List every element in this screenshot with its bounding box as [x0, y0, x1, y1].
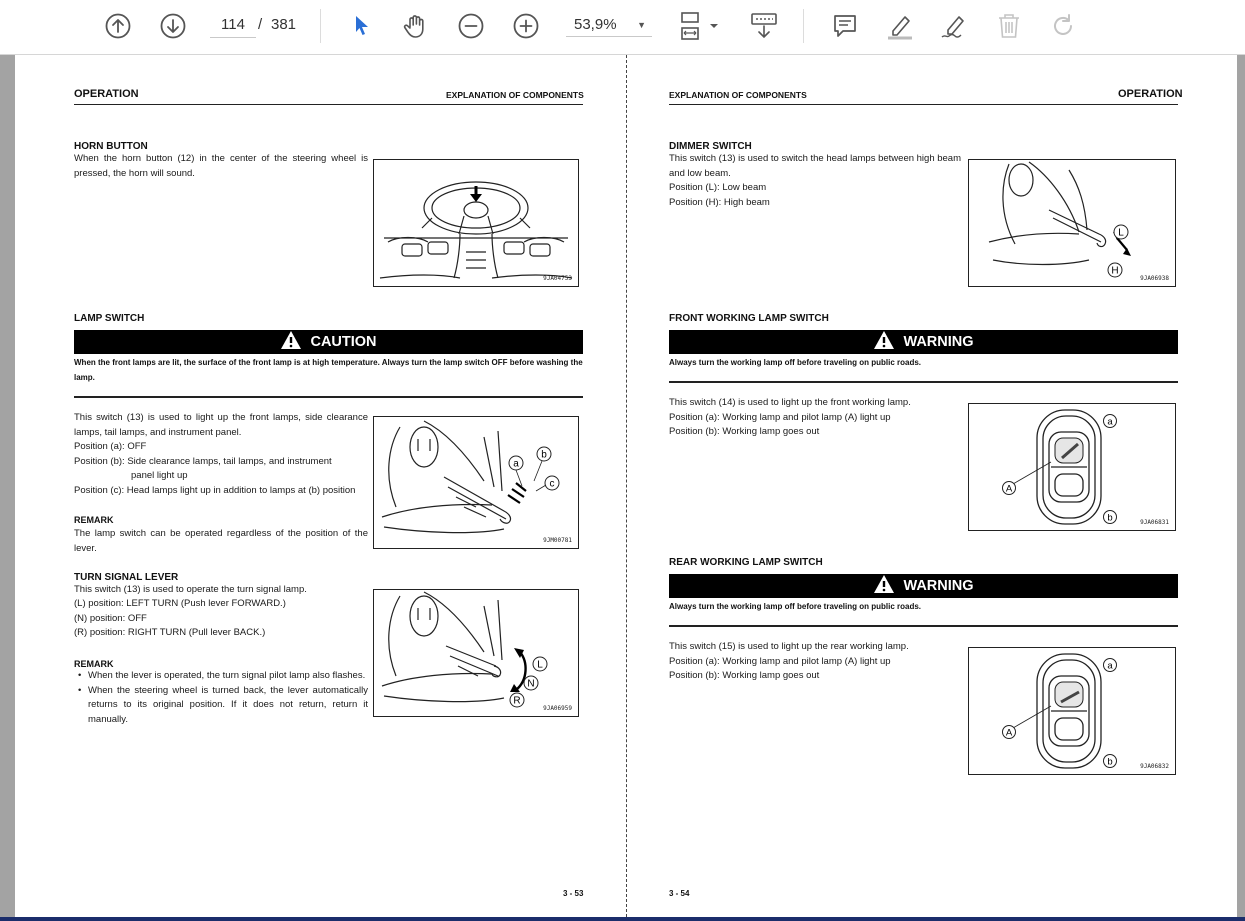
- turn-remark-list: [74, 669, 368, 727]
- right-page-number: 3 - 54: [669, 889, 690, 898]
- arrow-up-circle-icon: [105, 13, 131, 39]
- toolbar: [0, 0, 1245, 55]
- turn-signal-text: This switch (13) is used to operate the turn signal lamp.: [74, 584, 307, 595]
- lamp-remark-text: The lamp switch can be operated regardless of the position of the lever.: [74, 528, 368, 554]
- rear-lamp-text: This switch (15) is used to light up the rear working lamp.: [669, 641, 909, 652]
- rear-lamp-figure: [968, 647, 1176, 775]
- front-position-b: Position (b): Working lamp goes out: [669, 426, 820, 437]
- turn-signal-figure: [373, 589, 579, 717]
- horn-figure-code: 9JA04753: [543, 275, 572, 282]
- dimmer-figure-code: 9JA06938: [1140, 275, 1169, 282]
- pen-signature-icon: [939, 11, 969, 41]
- rear-position-a: Position (a): Working lamp and pilot lamp (A) light up: [669, 656, 891, 667]
- left-header-chapter: EXPLANATION OF COMPONENTS: [446, 90, 584, 100]
- rear-figure-code: 9JA06832: [1140, 763, 1169, 770]
- zoom-in-button[interactable]: [512, 9, 540, 43]
- rear-warning-label: WARNING: [903, 578, 974, 594]
- front-lamp-text: This switch (14) is used to light up the front working lamp.: [669, 397, 911, 408]
- rear-position-b: Position (b): Working lamp goes out: [669, 670, 820, 681]
- front-label-a: a: [1107, 416, 1113, 428]
- redo-icon: [1050, 12, 1078, 40]
- left-header-section: OPERATION: [74, 88, 139, 100]
- page-separator: /: [258, 16, 263, 33]
- turn-label-r: R: [513, 695, 521, 707]
- front-warning-banner: [669, 330, 1178, 354]
- rear-label-b: b: [1107, 756, 1113, 768]
- page-fold-line: [626, 55, 627, 917]
- turn-position-r: (R) position: RIGHT TURN (Pull lever BACK.): [74, 627, 266, 638]
- dimmer-figure: [968, 159, 1176, 287]
- dimmer-switch-heading: DIMMER SWITCH: [669, 141, 752, 152]
- zoom-out-button[interactable]: [457, 9, 485, 43]
- warning-rule: [669, 381, 1178, 383]
- rear-warning-text: Always turn the working lamp off before traveling on public roads.: [669, 602, 922, 611]
- front-lamp-figure: [968, 403, 1176, 531]
- turn-remark-item: • When the steering wheel is turned back, the lever automatically returns to its original position. If it does not return, return it manually.: [74, 684, 368, 728]
- horn-button-text: When the horn button (12) in the center of the steering wheel is pressed, the horn will sound.: [74, 153, 368, 179]
- rear-label-a: a: [1107, 660, 1113, 672]
- comment-button[interactable]: [830, 9, 860, 43]
- horn-button-heading: HORN BUTTON: [74, 141, 148, 152]
- caution-rule: [74, 396, 583, 398]
- rear-warning-banner: [669, 574, 1178, 598]
- rocker-switch-illustration: [969, 648, 1175, 774]
- right-header-section: OPERATION: [1118, 88, 1183, 100]
- lamp-switch-figure: [373, 416, 579, 549]
- turn-label-l: L: [537, 659, 543, 671]
- front-lamp-heading: FRONT WORKING LAMP SWITCH: [669, 313, 829, 324]
- lamp-switch-heading: LAMP SWITCH: [74, 313, 145, 324]
- delete-button[interactable]: [994, 9, 1024, 43]
- front-warning-text: Always turn the working lamp off before traveling on public roads.: [669, 358, 922, 367]
- zoom-level-value: 53,9%: [574, 16, 617, 33]
- lamp-position-a: Position (a): OFF: [74, 441, 147, 452]
- chevron-down-icon: ▼: [637, 20, 646, 30]
- dimmer-label-h: H: [1111, 265, 1119, 277]
- trash-icon: [996, 12, 1022, 40]
- rocker-switch-illustration: [969, 404, 1175, 530]
- arrow-down-circle-icon: [160, 13, 186, 39]
- header-rule: [669, 104, 1178, 105]
- dimmer-label-l: L: [1118, 227, 1124, 239]
- rear-lamp-heading: REAR WORKING LAMP SWITCH: [669, 557, 823, 568]
- highlight-button[interactable]: [884, 9, 916, 43]
- lamp-position-b-cont: panel light up: [131, 470, 188, 481]
- fit-page-icon: [679, 11, 721, 41]
- turn-remark-item: • When the lever is operated, the turn signal pilot lamp also flashes.: [74, 669, 368, 684]
- caution-label: CAUTION: [310, 334, 377, 350]
- turn-figure-code: 9JA06959: [543, 705, 572, 712]
- redo-button[interactable]: [1049, 9, 1079, 43]
- scroll-mode-button[interactable]: [748, 9, 780, 43]
- dimmer-position-l: Position (L): Low beam: [669, 182, 767, 193]
- dimmer-lever-illustration: [969, 160, 1175, 286]
- lamp-figure-code: 9JM00781: [543, 537, 572, 544]
- sign-button[interactable]: [938, 9, 970, 43]
- front-label-b: b: [1107, 512, 1113, 524]
- horn-figure: [373, 159, 579, 287]
- warning-rule: [669, 625, 1178, 627]
- warning-triangle-icon: [873, 330, 895, 354]
- turn-position-l: (L) position: LEFT TURN (Push lever FORWARD.): [74, 598, 286, 609]
- hand-icon: [401, 12, 429, 40]
- steering-wheel-illustration: [374, 160, 578, 286]
- toolbar-divider: [803, 9, 804, 43]
- turn-lever-illustration: [374, 590, 578, 716]
- caution-text: When the front lamps are lit, the surface of the front lamp is at high temperature. Always turn the lamp switch OFF before washing the lamp.: [74, 358, 583, 382]
- warning-triangle-icon: [873, 574, 895, 598]
- lamp-position-c: Position (c): Head lamps light up in addition to lamps at (b) position: [74, 485, 356, 496]
- lamp-label-b: b: [541, 449, 547, 461]
- lamp-remark-heading: REMARK: [74, 515, 114, 525]
- lamp-lever-illustration: [374, 417, 578, 548]
- comment-icon: [831, 12, 859, 40]
- hand-tool-button[interactable]: [400, 9, 430, 43]
- dimmer-switch-text: This switch (13) is used to switch the head lamps between high beam and low beam.: [669, 153, 962, 179]
- dimmer-position-h: Position (H): High beam: [669, 197, 770, 208]
- total-pages: 381: [271, 16, 297, 33]
- next-page-button[interactable]: [159, 9, 187, 43]
- scroll-download-icon: [749, 11, 779, 41]
- bottom-status-strip: [0, 917, 1245, 921]
- page-number-input[interactable]: 114: [210, 13, 256, 38]
- lamp-switch-text: This switch (13) is used to light up the front lamps, side clearance lamps, tail lamps, and instrument panel.: [74, 412, 368, 438]
- plus-circle-icon: [513, 13, 539, 39]
- left-page-number: 3 - 53: [563, 889, 584, 898]
- turn-remark-heading: REMARK: [74, 659, 114, 669]
- front-warning-label: WARNING: [903, 334, 974, 350]
- select-tool-button[interactable]: [350, 9, 374, 43]
- front-position-a: Position (a): Working lamp and pilot lamp (A) light up: [669, 412, 891, 423]
- page-fit-button[interactable]: [678, 9, 722, 43]
- zoom-level-dropdown[interactable]: [566, 13, 652, 37]
- front-figure-code: 9JA06831: [1140, 519, 1169, 526]
- lamp-position-b: Position (b): Side clearance lamps, tail lamps, and instrument: [74, 456, 332, 467]
- cursor-arrow-icon: [352, 14, 372, 38]
- warning-triangle-icon: [280, 330, 302, 354]
- previous-page-button[interactable]: [104, 9, 132, 43]
- minus-circle-icon: [458, 13, 484, 39]
- turn-label-n: N: [527, 678, 535, 690]
- front-label-pilot: A: [1005, 483, 1013, 495]
- header-rule: [74, 104, 583, 105]
- turn-position-n: (N) position: OFF: [74, 613, 147, 624]
- caution-banner: [74, 330, 583, 354]
- highlighter-icon: [885, 11, 915, 41]
- lamp-label-a: a: [513, 458, 519, 470]
- toolbar-divider: [320, 9, 321, 43]
- right-header-chapter: EXPLANATION OF COMPONENTS: [669, 90, 807, 100]
- turn-signal-heading: TURN SIGNAL LEVER: [74, 572, 179, 583]
- lamp-label-c: c: [549, 478, 555, 490]
- rear-label-pilot: A: [1005, 727, 1013, 739]
